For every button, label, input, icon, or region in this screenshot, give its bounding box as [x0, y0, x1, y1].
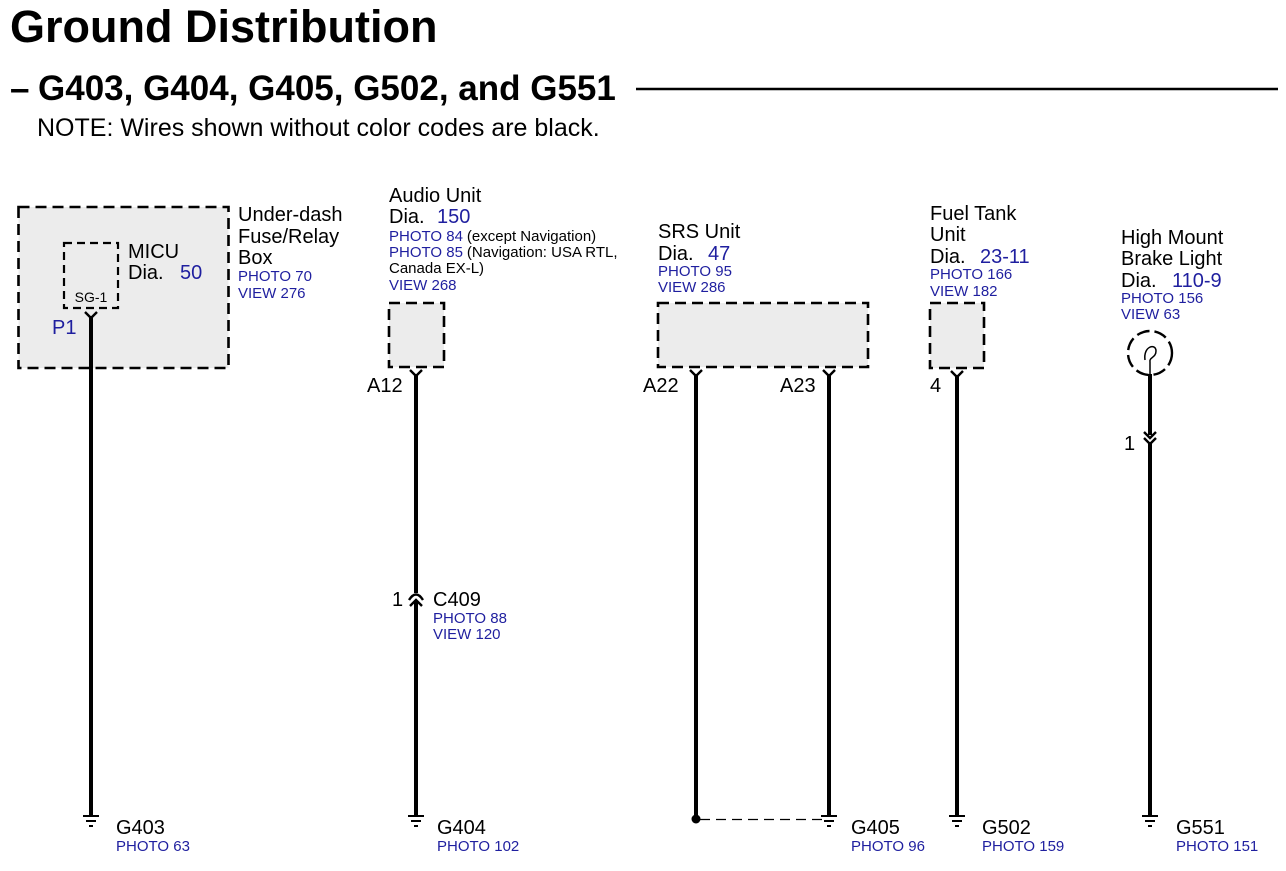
ground-icon: [821, 816, 837, 826]
p1-pin-label: P1: [52, 317, 77, 339]
ground-g404-photo-link[interactable]: PHOTO 102: [437, 838, 520, 855]
ground-g405-photo-link[interactable]: PHOTO 96: [851, 838, 925, 855]
ground-g403-photo-link[interactable]: PHOTO 63: [116, 838, 190, 855]
ground-g405: [821, 816, 925, 855]
audio-unit-outline: [389, 303, 444, 367]
brake-light-pin-label: 1: [1124, 433, 1136, 455]
a22-splice-dot: [692, 815, 701, 824]
micu-label: MICU: [128, 241, 180, 263]
brake-light-photo-link[interactable]: PHOTO 156: [1121, 290, 1204, 307]
audio-unit-photo-85-condition-cont: Canada EX-L): [389, 260, 485, 277]
ground-g502-photo-link[interactable]: PHOTO 159: [982, 838, 1065, 855]
ground-g551: [1142, 816, 1258, 855]
srs-unit-view-link[interactable]: VIEW 286: [658, 279, 726, 296]
bulb-icon: [1128, 331, 1172, 375]
micu-dia-label: Dia.: [128, 262, 164, 284]
ground-g403-label: G403: [116, 817, 165, 839]
fuel-tank-unit-outline: [930, 303, 984, 368]
ground-g404-label: G404: [437, 817, 486, 839]
a12-pin-label: A12: [367, 375, 403, 397]
ground-g551-photo-link[interactable]: PHOTO 151: [1176, 838, 1259, 855]
fuel-tank-unit-dia-label: Dia.: [930, 246, 966, 268]
fuse-relay-box-name-line-3: Box: [238, 247, 273, 269]
fuel-tank-unit-photo-link[interactable]: PHOTO 166: [930, 266, 1013, 283]
fuse-relay-box: [19, 204, 343, 816]
audio-unit-photo-line-1: [389, 228, 596, 245]
audio-unit-photo-84-condition: (except Navigation): [466, 228, 597, 245]
ground-icon: [949, 816, 965, 826]
brake-light-name-line-2: Brake Light: [1121, 248, 1223, 270]
c409-photo-link[interactable]: PHOTO 88: [433, 610, 507, 627]
ground-g502: [949, 816, 1064, 855]
fuel-tank-unit-name-line-1: Fuel Tank: [930, 203, 1017, 225]
srs-unit-name: SRS Unit: [658, 221, 741, 243]
fuse-relay-box-outline: [19, 207, 229, 368]
brake-light-name-line-1: High Mount: [1121, 227, 1224, 249]
diagram-header: [10, 1, 1278, 142]
audio-unit-photo-line-2: [389, 244, 618, 261]
srs-unit-outline: [658, 303, 868, 367]
audio-unit-photo-85-link[interactable]: PHOTO 85: [389, 244, 463, 261]
diagram-title: Ground Distribution: [10, 1, 438, 52]
fuse-relay-box-name-line-2: Fuse/Relay: [238, 226, 340, 248]
subtitle-dash: –: [10, 69, 30, 108]
audio-unit-photo-84-link[interactable]: PHOTO 84: [389, 228, 463, 245]
color-code-note: NOTE: Wires shown without color codes are black.: [37, 114, 600, 142]
ground-g551-label: G551: [1176, 817, 1225, 839]
c409-view-link[interactable]: VIEW 120: [433, 626, 501, 643]
ground-g404: [408, 816, 519, 855]
fuse-relay-box-name-line-1: Under-dash: [238, 204, 343, 226]
a23-pin-label: A23: [780, 375, 816, 397]
srs-unit-dia-link[interactable]: 47: [708, 243, 731, 265]
ground-icon: [83, 816, 99, 826]
audio-unit-dia-label: Dia.: [389, 206, 425, 228]
a22-pin-label: A22: [643, 375, 679, 397]
high-mount-brake-light: [1121, 227, 1224, 816]
fuel-tank-unit: [930, 203, 1030, 816]
ground-g403: [83, 816, 190, 855]
srs-unit-photo-link[interactable]: PHOTO 95: [658, 263, 732, 280]
audio-unit-dia-link[interactable]: 150: [437, 206, 471, 228]
srs-unit: [643, 221, 868, 824]
sg1-connector-label: SG-1: [74, 289, 108, 305]
srs-unit-dia-label: Dia.: [658, 243, 694, 265]
audio-unit-photo-85-condition: (Navigation: USA RTL,: [466, 244, 618, 261]
subtitle-ground-list: G403, G404, G405, G502, and G551: [38, 69, 616, 108]
fuel-tank-unit-dia-link[interactable]: 23-11: [980, 246, 1030, 268]
fuse-relay-box-view-link[interactable]: VIEW 276: [238, 285, 306, 302]
fuel-tank-unit-name-line-2: Unit: [930, 224, 966, 246]
brake-light-dia-label: Dia.: [1121, 270, 1157, 292]
ground-icon: [408, 816, 424, 826]
ground-g405-label: G405: [851, 817, 900, 839]
ground-g502-label: G502: [982, 817, 1031, 839]
audio-unit: [367, 185, 618, 816]
audio-unit-name: Audio Unit: [389, 185, 482, 207]
audio-unit-view-link[interactable]: VIEW 268: [389, 277, 457, 294]
fuse-relay-box-photo-link[interactable]: PHOTO 70: [238, 268, 312, 285]
fuel-tank-pin-label: 4: [930, 375, 942, 397]
c409-label: C409: [433, 589, 481, 611]
c409-pin-label: 1: [392, 589, 404, 611]
micu-dia-link[interactable]: 50: [180, 262, 203, 284]
ground-icon: [1142, 816, 1158, 826]
brake-light-view-link[interactable]: VIEW 63: [1121, 306, 1181, 323]
brake-light-dia-link[interactable]: 110-9: [1172, 270, 1222, 292]
fuel-tank-unit-view-link[interactable]: VIEW 182: [930, 283, 998, 300]
